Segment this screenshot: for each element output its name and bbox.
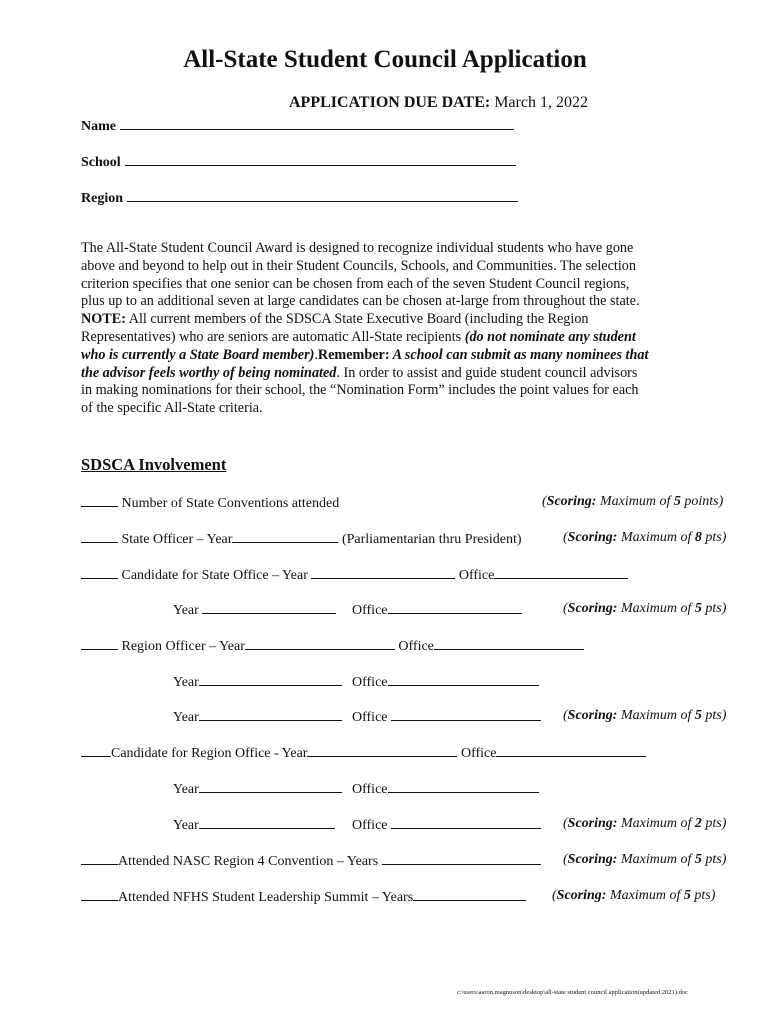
due-date-label: APPLICATION DUE DATE: [289, 94, 491, 111]
cand-state-row [81, 566, 628, 584]
para-line: above and beyond to help out in their Student Councils, Schools, and Communities. The selection [81, 257, 636, 274]
office-label: Office [398, 639, 434, 654]
para-text: . In order to assist and guide student council advisors [336, 364, 638, 381]
scoring-unit: pts) [705, 708, 727, 723]
para-text: Representatives) who are seniors are automatic All-State recipients [81, 328, 465, 345]
para-text: All current members of the SDSCA State Executive Board (including the Region [125, 311, 589, 328]
description-paragraph [81, 240, 693, 418]
office-label: Office [458, 568, 495, 583]
state-officer-label: State Officer – Year [121, 532, 233, 547]
scoring-value: 5 [683, 888, 691, 903]
region-officer-blank[interactable] [81, 637, 118, 650]
para-line [81, 347, 693, 365]
office-line[interactable] [388, 601, 522, 614]
cand-state-year2-row [173, 601, 336, 619]
cand-region-year-line[interactable] [307, 744, 457, 757]
conventions-blank[interactable] [81, 494, 118, 507]
cand-state-office-line[interactable] [494, 566, 628, 579]
scoring-value: 5 [694, 601, 702, 616]
nfhs-row [81, 888, 526, 906]
name-field [81, 117, 514, 135]
year-label: Year [173, 675, 199, 690]
region-officer-row [81, 637, 584, 655]
nasc-label: Attended NASC Region 4 Convention – Years [118, 854, 379, 869]
nfhs-scoring [552, 888, 715, 904]
state-officer-blank[interactable] [81, 530, 118, 543]
page-title: All-State Student Council Application [183, 46, 587, 73]
year-label: Year [173, 818, 199, 833]
scoring-value: 5 [673, 494, 681, 509]
para-line [81, 365, 693, 383]
region-officer-year-line[interactable] [245, 637, 395, 650]
office-label: Office [352, 818, 388, 833]
nfhs-blank[interactable] [81, 888, 118, 901]
scoring-unit: pts) [705, 816, 727, 831]
nasc-blank[interactable] [81, 852, 118, 865]
nfhs-years-line[interactable] [413, 888, 526, 901]
cand-region-office-line[interactable] [496, 744, 646, 757]
state-officer-scoring [563, 530, 726, 546]
due-date-value: March 1, 2022 [494, 94, 588, 111]
scoring-open: ( [563, 816, 568, 831]
cand-region-office3-row [352, 816, 541, 834]
office-label: Office [352, 710, 388, 725]
scoring-max: Maximum of [620, 601, 692, 616]
para-emphasis: A school can submit as many nominees that [389, 346, 649, 363]
region-line[interactable] [127, 189, 518, 202]
office-line[interactable] [388, 673, 539, 686]
year-line[interactable] [199, 780, 342, 793]
nasc-row [81, 852, 541, 870]
cand-region-year2-row [173, 780, 342, 798]
scoring-max: Maximum of [620, 816, 692, 831]
school-field [81, 153, 516, 171]
scoring-label: Scoring: [567, 601, 618, 616]
scoring-open: ( [552, 888, 557, 903]
scoring-unit: pts) [694, 888, 716, 903]
state-officer-row [81, 530, 522, 548]
region-officer-year2-row [173, 673, 342, 691]
region-officer-office-line[interactable] [434, 637, 584, 650]
para-line: in making nominations for their school, the “Nomination Form” includes the point values for each [81, 382, 639, 399]
para-line: plus up to an additional seven at large candidates can be chosen at-large from throughout the state. [81, 293, 640, 310]
scoring-open: ( [563, 530, 568, 545]
school-label: School [81, 155, 121, 170]
scoring-unit: pts) [705, 601, 727, 616]
year-label: Year [173, 782, 199, 797]
office-line[interactable] [391, 816, 541, 829]
remember-label: Remember: [317, 346, 390, 363]
school-line[interactable] [125, 153, 516, 166]
cand-region-scoring [563, 816, 726, 832]
conventions-row [81, 494, 339, 512]
conventions-label: Number of State Conventions attended [121, 496, 340, 511]
year-line[interactable] [202, 601, 336, 614]
conventions-scoring [542, 494, 723, 510]
para-line: of the specific All-State criteria. [81, 400, 263, 417]
scoring-unit: points) [684, 494, 724, 509]
cand-state-scoring [563, 601, 726, 617]
scoring-unit: pts) [705, 852, 727, 867]
cand-region-blank[interactable] [81, 744, 111, 757]
office-label: Office [352, 782, 388, 797]
cand-state-office2-row [352, 601, 522, 619]
due-date [289, 94, 588, 112]
footer-path: c:\users\aaron.magnuson\desktop\all-state student council application(updated 2021).doc [456, 989, 688, 996]
scoring-label: Scoring: [567, 816, 618, 831]
scoring-max: Maximum of [620, 530, 692, 545]
scoring-value: 2 [694, 816, 702, 831]
name-line[interactable] [120, 117, 514, 130]
para-line [81, 311, 693, 329]
note-label: NOTE: [81, 311, 126, 328]
year-line[interactable] [199, 673, 342, 686]
cand-state-blank[interactable] [81, 566, 118, 579]
para-line: The All-State Student Council Award is designed to recognize individual students who have gone [81, 240, 634, 256]
cand-region-row [81, 744, 646, 762]
region-officer-office2-row [352, 673, 539, 691]
scoring-unit: pts) [705, 530, 727, 545]
scoring-max: Maximum of [599, 494, 671, 509]
scoring-label: Scoring: [567, 708, 618, 723]
office-label: Office [460, 746, 497, 761]
scoring-open: ( [563, 601, 568, 616]
year-label: Year [173, 710, 199, 725]
state-officer-year-line[interactable] [232, 530, 338, 543]
scoring-open: ( [563, 708, 568, 723]
year-line[interactable] [199, 816, 335, 829]
cand-state-year-line[interactable] [311, 566, 455, 579]
para-emphasis: (do not nominate any student [464, 328, 636, 345]
scoring-value: 8 [694, 530, 702, 545]
nfhs-label: Attended NFHS Student Leadership Summit – Years [118, 890, 414, 905]
scoring-open: ( [542, 494, 547, 509]
scoring-label: Scoring: [546, 494, 597, 509]
region-officer-office3-row [352, 708, 541, 726]
year-line[interactable] [199, 708, 342, 721]
state-officer-range: (Parliamentarian thru President) [341, 532, 522, 547]
para-emphasis: who is currently a State Board member) [81, 346, 315, 363]
region-officer-label: Region Officer – Year [121, 639, 245, 654]
para-emphasis: the advisor feels worthy of being nominated [81, 364, 337, 381]
para-line [81, 329, 693, 347]
section-title: SDSCA Involvement [81, 455, 227, 474]
scoring-max: Maximum of [620, 852, 692, 867]
scoring-max: Maximum of [609, 888, 681, 903]
year-label: Year [173, 603, 199, 618]
scoring-label: Scoring: [567, 852, 618, 867]
office-label: Office [352, 603, 388, 618]
scoring-value: 5 [694, 708, 702, 723]
scoring-label: Scoring: [567, 530, 618, 545]
nasc-years-line[interactable] [382, 852, 541, 865]
scoring-value: 5 [694, 852, 702, 867]
cand-region-office2-row [352, 780, 539, 798]
office-line[interactable] [388, 780, 539, 793]
region-field [81, 189, 518, 207]
office-label: Office [352, 675, 388, 690]
para-text: . [314, 346, 318, 363]
nasc-scoring [563, 852, 726, 868]
scoring-open: ( [563, 852, 568, 867]
region-officer-scoring [563, 708, 726, 724]
office-line[interactable] [391, 708, 541, 721]
para-line: criterion specifies that one senior can be chosen from each of the seven Student Council regions, [81, 275, 630, 292]
name-label: Name [81, 119, 116, 134]
region-officer-year3-row [173, 708, 342, 726]
region-label: Region [81, 191, 123, 206]
cand-region-year3-row [173, 816, 335, 834]
cand-region-label: Candidate for Region Office - Year [111, 746, 308, 761]
scoring-max: Maximum of [620, 708, 692, 723]
scoring-label: Scoring: [556, 888, 607, 903]
cand-state-label: Candidate for State Office – Year [121, 568, 308, 583]
